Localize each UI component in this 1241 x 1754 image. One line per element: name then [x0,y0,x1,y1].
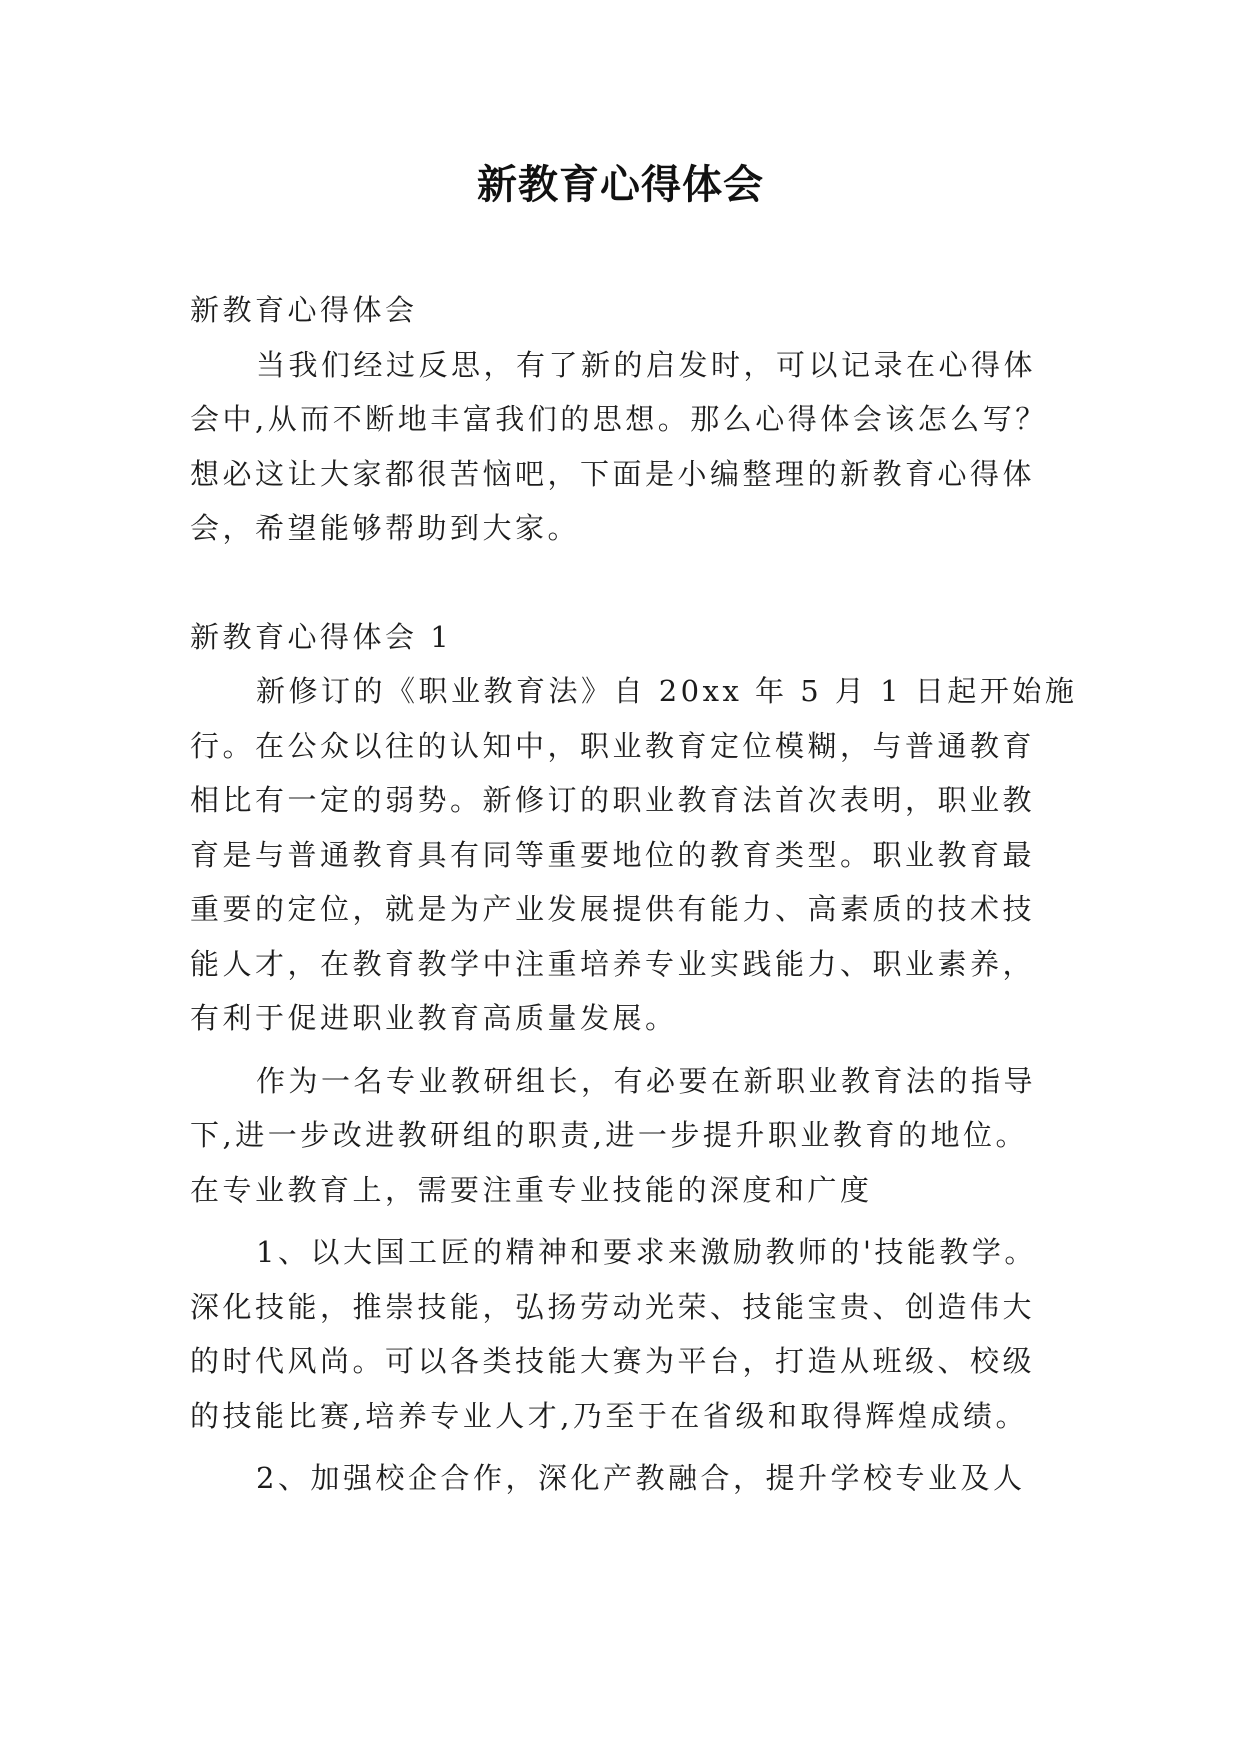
paragraph-line: 深化技能，推崇技能，弘扬劳动光荣、技能宝贵、创造伟大 [190,1289,1036,1324]
paragraph-line: 重要的定位，就是为产业发展提供有能力、高素质的技术技 [190,892,1036,926]
paragraph-line: 下,进一步改进教研组的职责,进一步提升职业教育的地位。 [190,1118,1028,1152]
paragraph-line: 新修订的《职业教育法》自 20xx 年 5 月 1 日起开始施 [256,674,1078,708]
paragraph-line: 能人才，在教育教学中注重培养专业实践能力、职业素养， [190,946,1036,981]
section-heading: 新教育心得体会 1 [190,619,453,654]
document-title: 新教育心得体会 [477,162,764,208]
paragraph-line: 在专业教育上，需要注重专业技能的深度和广度 [190,1172,873,1207]
paragraph-line: 作为一名专业教研组长，有必要在新职业教育法的指导 [256,1063,1037,1098]
paragraph-line: 2、加强校企合作，深化产教融合，提升学校专业及人 [256,1461,1026,1495]
paragraph-line: 当我们经过反思，有了新的启发时，可以记录在心得体 [256,347,1037,382]
paragraph-line: 育是与普通教育具有同等重要地位的教育类型。职业教育最 [190,837,1036,872]
paragraph-line: 的技能比赛,培养专业人才,乃至于在省级和取得辉煌成绩。 [190,1398,1028,1433]
paragraph-spacing [190,1217,1060,1225]
paragraph-2 [190,1054,1060,1218]
paragraph-line: 1、以大国工匠的精神和要求来激励教师的'技能教学。 [256,1235,1037,1269]
paragraph-line: 会，希望能够帮助到大家。 [190,511,581,545]
paragraph-line: 有利于促进职业教育高质量发展。 [190,1001,678,1035]
section-heading: 新教育心得体会 [190,293,418,327]
document-body [190,283,1078,1506]
paragraph-line: 会中,从而不断地丰富我们的思想。那么心得体会该怎么写？ [190,402,1048,436]
paragraph-line: 相比有一定的弱势。新修订的职业教育法首次表明，职业教 [190,783,1036,817]
paragraph-spacing [190,1046,1060,1054]
blank-line [190,556,1060,610]
paragraph-line: 想必这让大家都很苦恼吧，下面是小编整理的新教育心得体 [190,456,1036,491]
paragraph-line: 行。在公众以往的认知中，职业教育定位模糊，与普通教育 [190,728,1036,763]
paragraph-1 [190,664,1078,1046]
intro-paragraph [190,338,1060,556]
paragraph-line: 的时代风尚。可以各类技能大赛为平台，打造从班级、校级 [190,1344,1036,1378]
paragraph-3 [190,1225,1060,1443]
paragraph-spacing [190,1443,1060,1451]
paragraph-4 [190,1451,1060,1506]
